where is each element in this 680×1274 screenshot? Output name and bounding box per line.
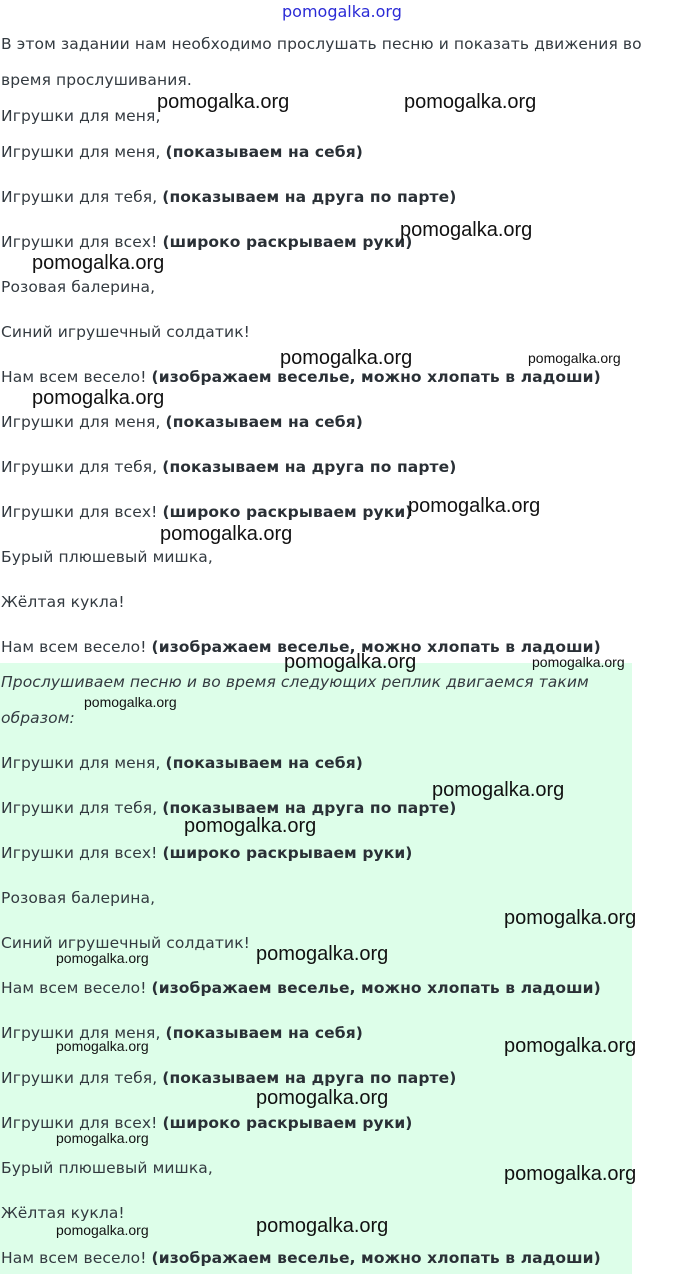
watermark: pomogalka.org: [504, 1163, 637, 1185]
answer-intro-line-2: образом:: [1, 709, 75, 727]
header-watermark: pomogalka.org: [282, 2, 402, 21]
action-hint: (изображаем веселье, можно хлопать в ладоши): [151, 1249, 601, 1267]
watermark: pomogalka.org: [56, 1222, 149, 1238]
action-hint: (показываем на себя): [165, 413, 363, 431]
answer-line: Нам всем весело! (изображаем веселье, можно хлопать в ладоши): [1, 1249, 601, 1267]
answer-line: Бурый плюшевый мишка,: [1, 1159, 213, 1177]
lyric-line: Игрушки для всех! (широко раскрываем руки): [1, 233, 413, 251]
watermark: pomogalka.org: [256, 1215, 389, 1237]
lyric-line: Игрушки для тебя, (показываем на друга по парте): [1, 458, 457, 476]
action-hint: (показываем на себя): [165, 1024, 363, 1042]
lyric-line: Жёлтая кукла!: [1, 593, 125, 611]
action-hint: (показываем на друга по парте): [162, 188, 457, 206]
watermark: pomogalka.org: [32, 252, 165, 274]
action-hint: (изображаем веселье, можно хлопать в ладоши): [151, 979, 601, 997]
watermark: pomogalka.org: [504, 1035, 637, 1057]
watermark: pomogalka.org: [532, 654, 625, 670]
watermark: pomogalka.org: [284, 651, 417, 673]
answer-line: Игрушки для тебя, (показываем на друга по парте): [1, 799, 457, 817]
lyric-line: Игрушки для тебя, (показываем на друга по парте): [1, 188, 457, 206]
action-hint: (широко раскрываем руки): [162, 233, 413, 251]
watermark: pomogalka.org: [280, 347, 413, 369]
intro-line-2: время прослушивания.: [1, 71, 192, 89]
action-hint: (широко раскрываем руки): [162, 1114, 413, 1132]
answer-line: Игрушки для меня, (показываем на себя): [1, 1024, 363, 1042]
lyric-line: Игрушки для меня, (показываем на себя): [1, 413, 363, 431]
watermark: pomogalka.org: [528, 350, 621, 366]
action-hint: (показываем на друга по парте): [162, 458, 457, 476]
intro-line-1: В этом задании нам необходимо прослушать песню и показать движения во: [1, 35, 642, 53]
answer-line: Розовая балерина,: [1, 889, 156, 907]
action-hint: (изображаем веселье, можно хлопать в ладоши): [151, 368, 601, 386]
lyric-line: Игрушки для всех! (широко раскрываем руки): [1, 503, 413, 521]
answer-line: Игрушки для всех! (широко раскрываем руки): [1, 1114, 413, 1132]
watermark: pomogalka.org: [157, 91, 290, 113]
action-hint: (широко раскрываем руки): [162, 844, 413, 862]
answer-line: Игрушки для меня, (показываем на себя): [1, 754, 363, 772]
watermark: pomogalka.org: [404, 91, 537, 113]
watermark: pomogalka.org: [56, 950, 149, 966]
answer-intro-line-1: Прослушиваем песню и во время следующих реплик двигаемся таким: [1, 673, 589, 691]
action-hint: (показываем на себя): [165, 143, 363, 161]
watermark: pomogalka.org: [256, 1087, 389, 1109]
lyric-line: Синий игрушечный солдатик!: [1, 323, 250, 341]
watermark: pomogalka.org: [160, 523, 293, 545]
action-hint: (показываем на себя): [165, 754, 363, 772]
lyric-line: Игрушки для меня,: [1, 107, 161, 125]
watermark: pomogalka.org: [56, 1130, 149, 1146]
lyric-line: Бурый плюшевый мишка,: [1, 548, 213, 566]
action-hint: (широко раскрываем руки): [162, 503, 413, 521]
watermark: pomogalka.org: [184, 815, 317, 837]
lyric-line: Розовая балерина,: [1, 278, 156, 296]
watermark: pomogalka.org: [408, 495, 541, 517]
answer-line: Нам всем весело! (изображаем веселье, можно хлопать в ладоши): [1, 979, 601, 997]
watermark: pomogalka.org: [256, 943, 389, 965]
answer-line: Игрушки для тебя, (показываем на друга по парте): [1, 1069, 457, 1087]
lyric-line: Игрушки для меня, (показываем на себя): [1, 143, 363, 161]
action-hint: (изображаем веселье, можно хлопать в ладоши): [151, 638, 601, 656]
watermark: pomogalka.org: [32, 387, 165, 409]
action-hint: (показываем на друга по парте): [162, 1069, 457, 1087]
watermark: pomogalka.org: [84, 694, 177, 710]
answer-line: Синий игрушечный солдатик!: [1, 934, 250, 952]
lyric-line: Нам всем весело! (изображаем веселье, можно хлопать в ладоши): [1, 368, 601, 386]
watermark: pomogalka.org: [56, 1038, 149, 1054]
watermark: pomogalka.org: [400, 219, 533, 241]
answer-line: Игрушки для всех! (широко раскрываем руки): [1, 844, 413, 862]
watermark: pomogalka.org: [432, 779, 565, 801]
action-hint: (показываем на друга по парте): [162, 799, 457, 817]
answer-line: Жёлтая кукла!: [1, 1204, 125, 1222]
lyric-line: Нам всем весело! (изображаем веселье, можно хлопать в ладоши): [1, 638, 601, 656]
watermark: pomogalka.org: [504, 907, 637, 929]
